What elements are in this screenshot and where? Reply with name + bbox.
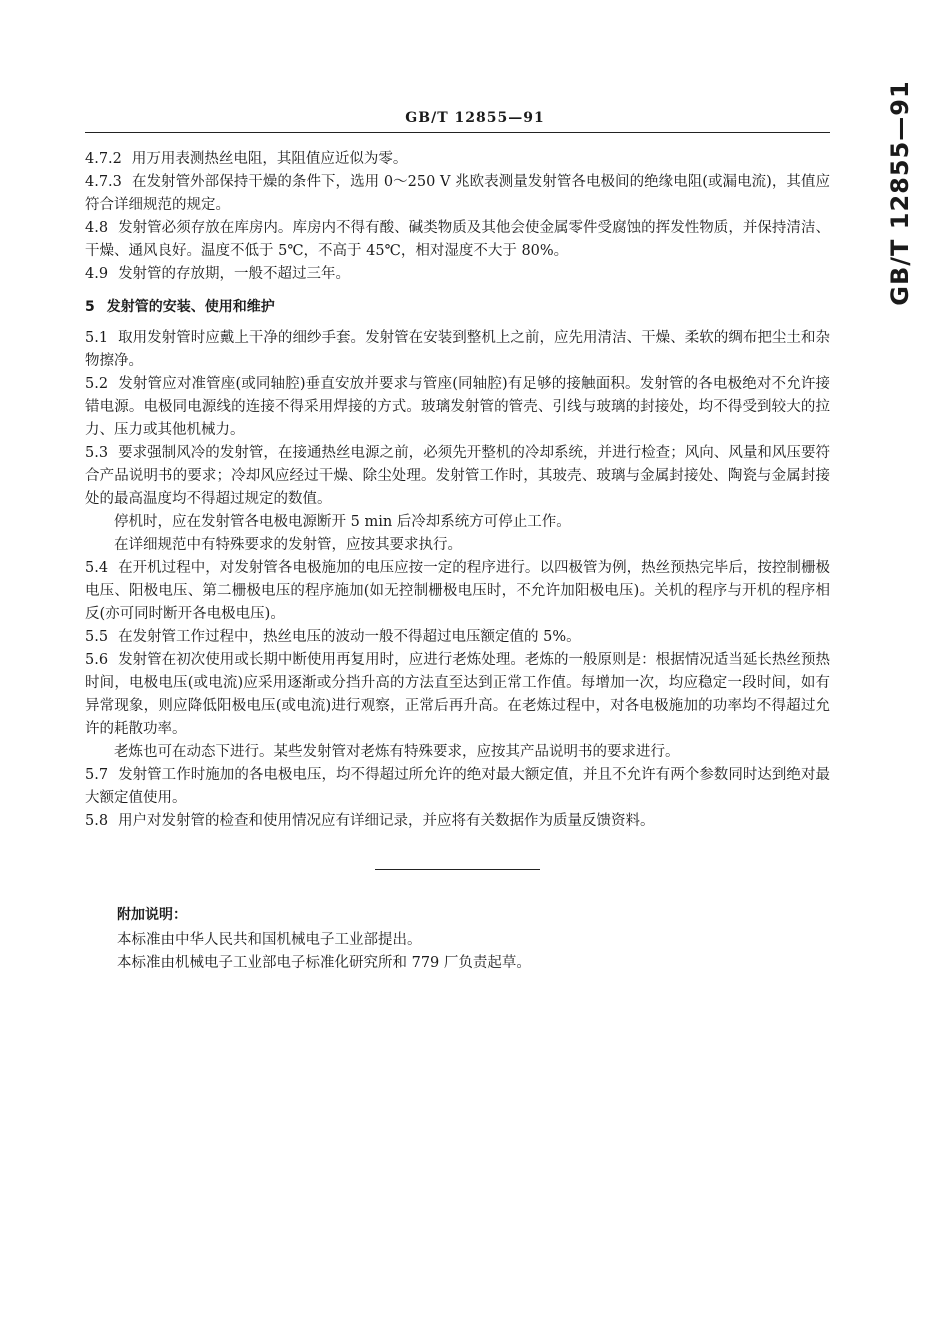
section-title: 发射管的安装、使用和维护 [106,299,275,315]
clause-5-3-continuation: 在详细规范中有特殊要求的发射管，应按其要求执行。 [114,537,462,553]
header-rule [85,132,830,133]
clause-text: 发射管的存放期，一般不超过三年。 [118,266,351,282]
clause-number: 5.8 [85,813,109,829]
clause-number: 4.9 [85,266,109,282]
clause-5-8 [85,810,830,833]
section-heading [85,296,830,319]
clause-5-6-continuation: 老炼也可在动态下进行。某些发射管对老炼有特殊要求，应按其产品说明书的要求进行。 [114,744,680,760]
clause-text: 在开机过程中，对发射管各电极施加的电压应按一定的程序进行。以四极管为例，热丝预热完毕后，按控制栅极电压、阳极电压、第二栅极电压的程序施加(如无控制栅极电压时，不允许加阳极电压)。关机的程序与开机的程序相反(亦可同时断开各电极电压)。 [85,560,830,622]
document-body [85,148,830,975]
page-header [0,110,950,126]
clause-number: 5.7 [85,767,109,783]
clause-text: 要求强制风冷的发射管，在接通热丝电源之前，必须先开整机的冷却系统，并进行检查；风向、风量和风压要符合产品说明书的要求；冷却风应经过干燥、除尘处理。发射管工作时，其玻壳、玻璃与金属封接处、陶瓷与金属封接处的最高温度均不得超过规定的数值。 [85,445,830,507]
clause-text: 取用发射管时应戴上干净的细纱手套。发射管在安装到整机上之前，应先用清洁、干燥、柔软的绸布把尘土和杂物擦净。 [85,330,830,369]
clause-5-4 [85,557,830,626]
clause-text: 发射管在初次使用或长期中断使用再复用时，应进行老炼处理。老炼的一般原则是：根据情况适当延长热丝预热时间，电极电压(或电流)应采用逐渐或分挡升高的方法直至达到正常工作值。每增加一次，均应稳定一段时间，如有异常现象，则应降低阳极电压(或电流)进行观察，正常后再升高。在老炼过程中，对各电极施加的功率均不得超过允许的耗散功率。 [85,652,830,737]
clause-5-3 [85,442,830,511]
clause-text: 发射管必须存放在库房内。库房内不得有酸、碱类物质及其他会使金属零件受腐蚀的挥发性物质，并保持清洁、干燥、通风良好。温度不低于 5℃，不高于 45℃，相对湿度不大于 80%。 [85,220,830,259]
notes-line: 本标准由机械电子工业部电子标准化研究所和 779 厂负责起草。 [117,955,531,971]
clause-number: 5.3 [85,445,109,461]
notes-title: 附加说明： [117,907,187,923]
clause-number: 5.2 [85,376,109,392]
clause-number: 4.8 [85,220,109,236]
end-rule [375,869,540,870]
clause-number: 5.1 [85,330,109,346]
clause-number: 5.5 [85,629,109,645]
clause-text: 用户对发射管的检查和使用情况应有详细记录，并应将有关数据作为质量反馈资料。 [118,813,655,829]
clause-4-9 [85,263,830,286]
clause-number: 4.7.2 [85,151,122,167]
clause-number: 4.7.3 [85,174,122,190]
clause-5-2 [85,373,830,442]
side-standard-code: GB/T 12855—91 [886,80,914,306]
clause-text: 在发射管工作过程中，热丝电压的波动一般不得超过电压额定值的 5%。 [118,629,581,645]
clause-4-7-2 [85,148,830,171]
clause-number: 5.6 [85,652,109,668]
additional-notes [85,904,830,975]
clause-5-3-continuation: 停机时，应在发射管各电极电源断开 5 min 后冷却系统方可停止工作。 [114,514,571,530]
clause-4-8 [85,217,830,263]
section-number: 5 [85,299,95,315]
clause-5-1 [85,327,830,373]
clause-4-7-3 [85,171,830,217]
clause-text: 发射管应对准管座(或同轴腔)垂直安放并要求与管座(同轴腔)有足够的接触面积。发射管的各电极绝对不允许接错电源。电极同电源线的连接不得采用焊接的方式。玻璃发射管的管壳、引线与玻璃的封接处，均不得受到较大的拉力、压力或其他机械力。 [85,376,830,438]
clause-text: 在发射管外部保持干燥的条件下，选用 0～250 V 兆欧表测量发射管各电极间的绝缘电阻(或漏电流)，其值应符合详细规范的规定。 [85,174,830,213]
clause-5-5 [85,626,830,649]
clause-5-6 [85,649,830,741]
clause-text: 发射管工作时施加的各电极电压，均不得超过所允许的绝对最大额定值，并且不允许有两个参数同时达到绝对最大额定值使用。 [85,767,830,806]
standard-code: GB/T 12855—91 [405,110,545,126]
notes-line: 本标准由中华人民共和国机械电子工业部提出。 [117,932,422,948]
clause-number: 5.4 [85,560,109,576]
clause-5-7 [85,764,830,810]
clause-text: 用万用表测热丝电阻，其阻值应近似为零。 [131,151,408,167]
